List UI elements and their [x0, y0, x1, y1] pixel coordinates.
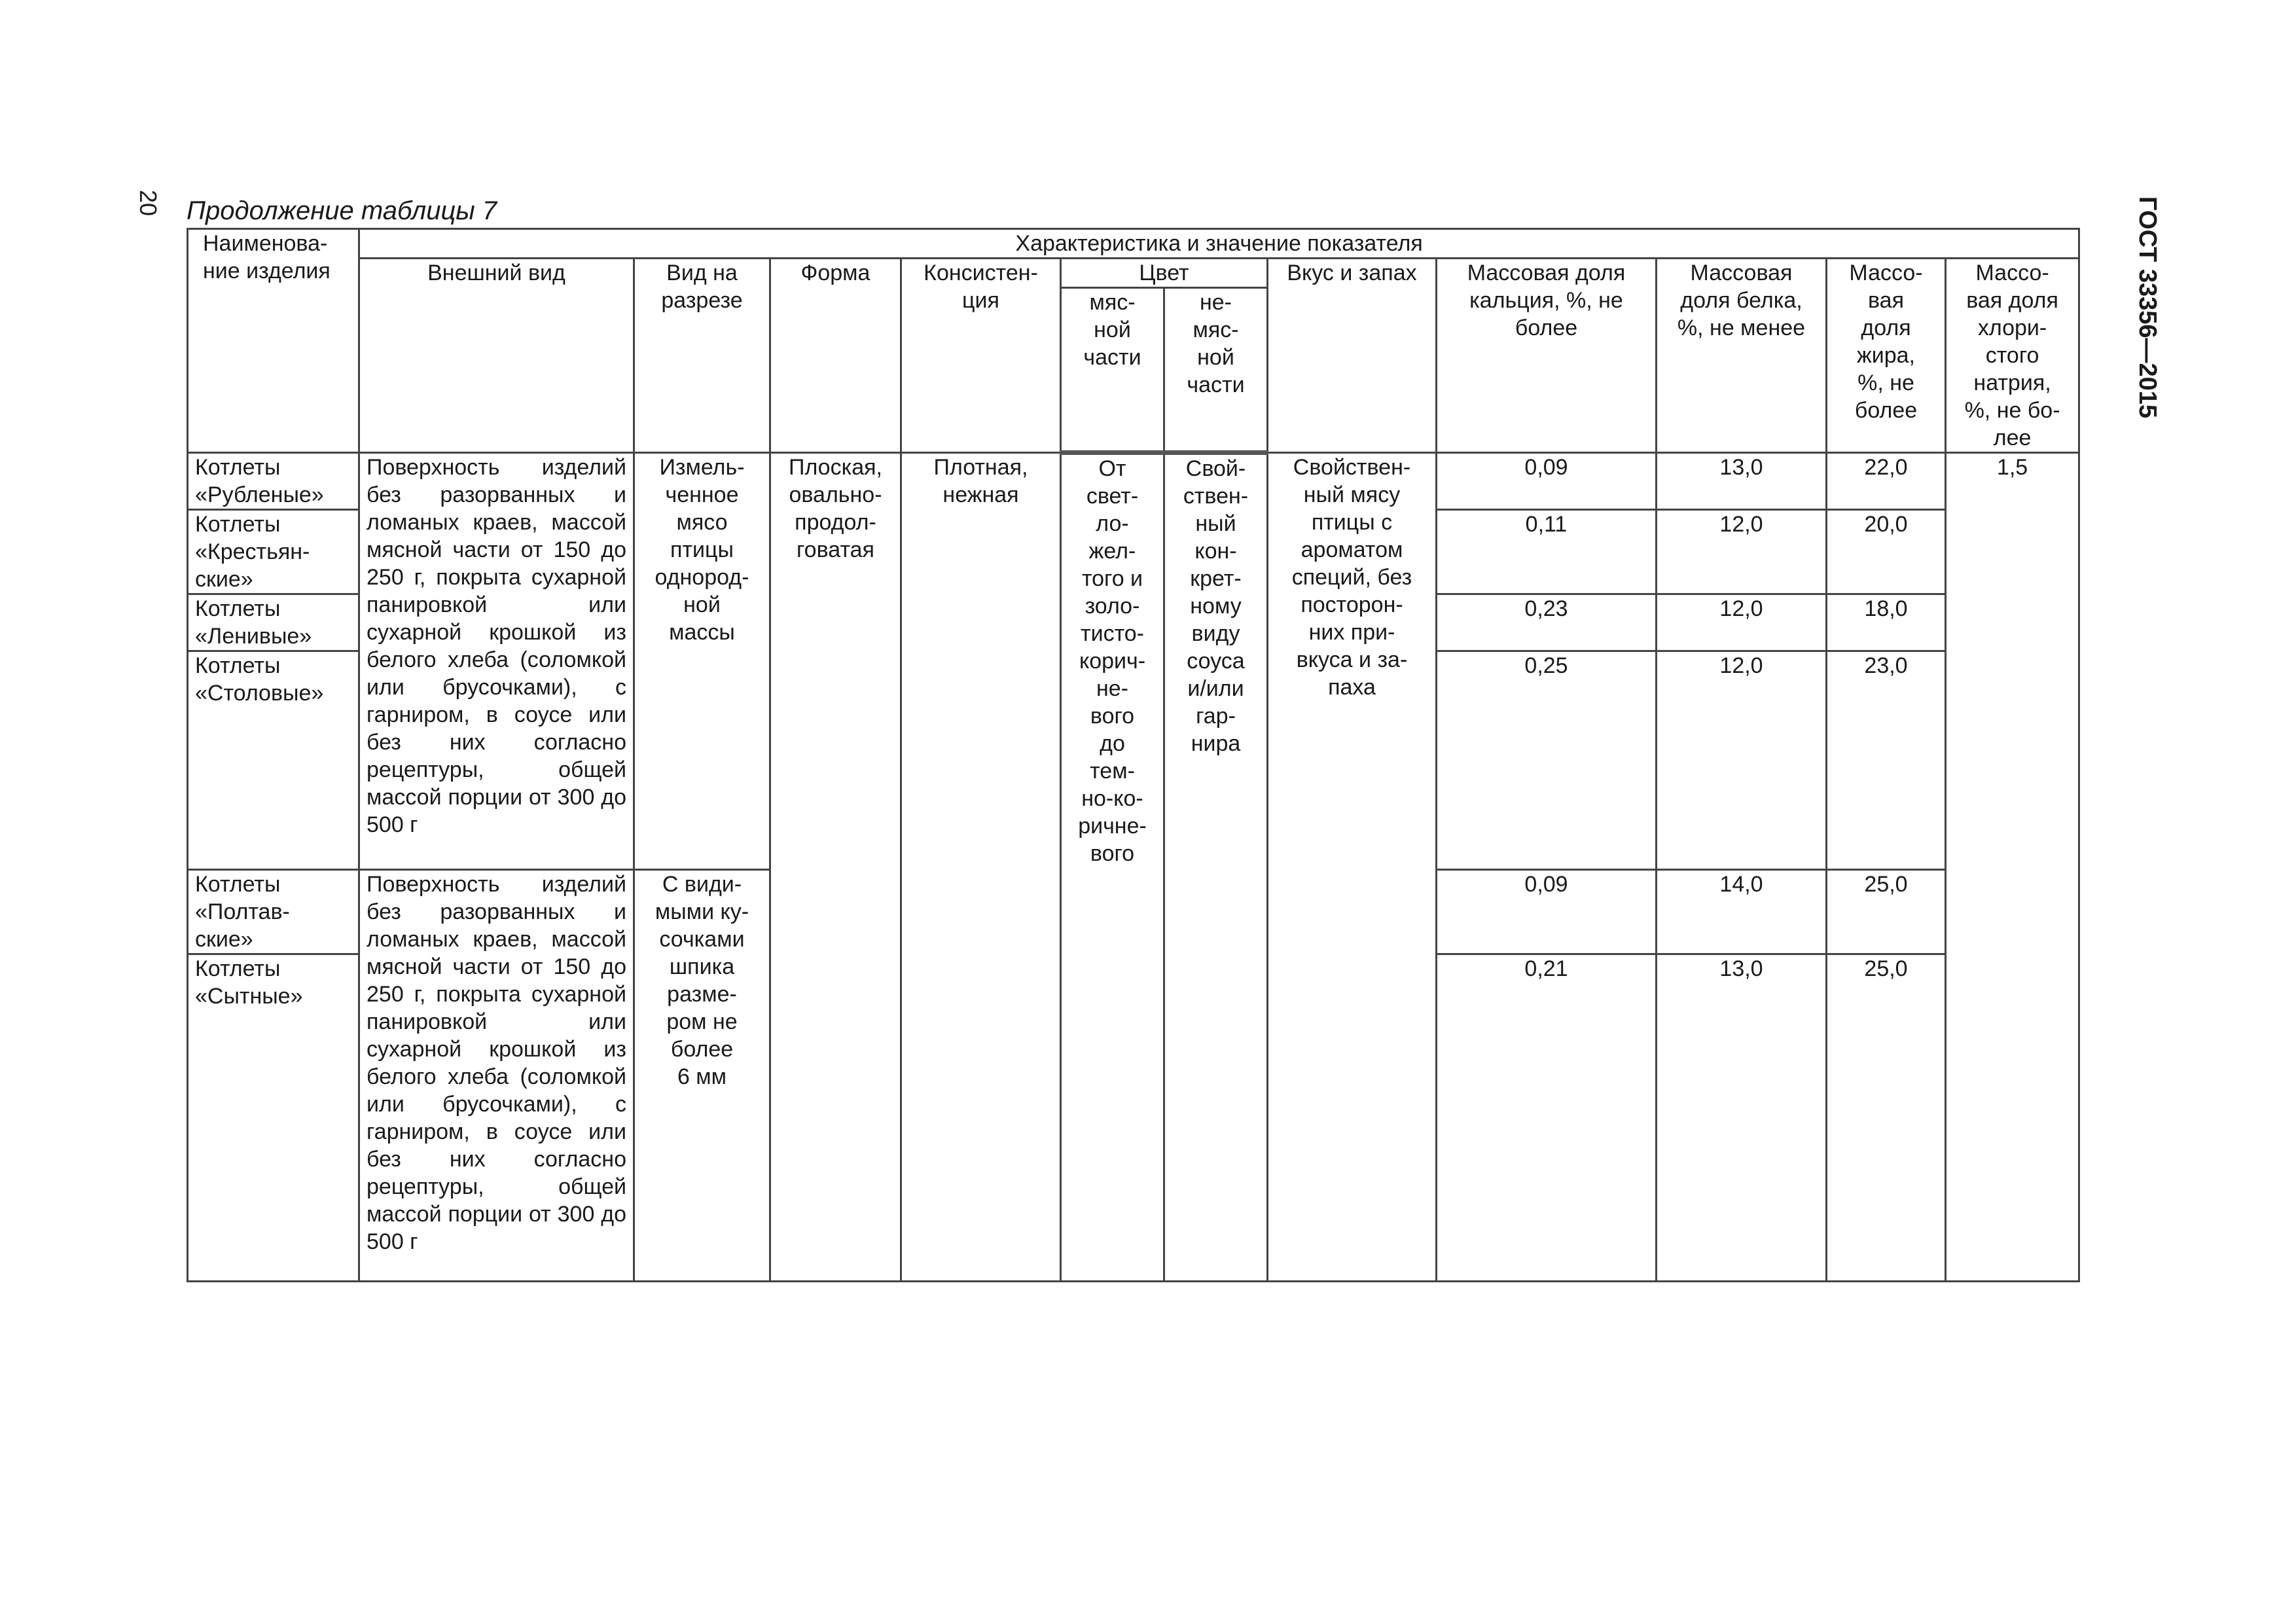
header-protein: Массовая доля белка, %, не менее: [1657, 259, 1827, 453]
row-name: Котлеты «Ленивые»: [188, 594, 359, 651]
header-characteristics: Характеристика и значение показателя: [359, 229, 2079, 259]
document-code: ГОСТ 33356—2015: [2134, 196, 2161, 419]
header-cut-view: Вид на разрезе: [634, 259, 770, 453]
header-color: Цвет: [1061, 259, 1268, 288]
header-fat: Массо- вая доля жира, %, не более: [1827, 259, 1946, 453]
appearance-cell: Поверхность изделий без разорванных и ломаных краев, массой мясной части от 150 до 250 г, покрыта сухарной панировкой или сухарной крошкой из белого хлеба (соломкой или брусочками), с гарниром, в соусе или без них согласно рецептуры, общей массой порции от 300 до 500 г: [359, 870, 634, 1282]
product-table: [187, 228, 2080, 1282]
fat-cell: 25,0: [1827, 954, 1946, 1282]
protein-cell: 14,0: [1657, 870, 1827, 954]
shape-cell: Плоская, овально- продол- говатая: [770, 453, 901, 1282]
protein-cell: 12,0: [1657, 594, 1827, 651]
row-name: Котлеты «Рубленые»: [188, 453, 359, 510]
header-shape: Форма: [770, 259, 901, 453]
color-nonmeat-cell: Свой- ствен- ный кон- крет- ному виду соуса и/или гар- нира: [1164, 453, 1268, 1282]
consistency-cell: Плотная, нежная: [901, 453, 1061, 1282]
fat-cell: 22,0: [1827, 453, 1946, 510]
calcium-cell: 0,25: [1437, 651, 1657, 870]
header-calcium: Массовая доля кальция, %, не более: [1437, 259, 1657, 453]
calcium-cell: 0,23: [1437, 594, 1657, 651]
table-row: [188, 453, 2079, 510]
table-caption: Продолжение таблицы 7: [187, 196, 497, 225]
calcium-cell: 0,11: [1437, 510, 1657, 594]
protein-cell: 13,0: [1657, 954, 1827, 1282]
header-consistency: Консистен- ция: [901, 259, 1061, 453]
row-name: Котлеты «Сытные»: [188, 954, 359, 1282]
fat-cell: 20,0: [1827, 510, 1946, 594]
appearance-cell: Поверхность изделий без разорванных и ломаных краев, массой мясной части от 150 до 250 г, покрыта сухарной панировкой или сухарной крошкой из белого хлеба (соломкой или брусочками), с гарниром, в соусе или без них согласно рецептуры, общей массой порции от 300 до 500 г: [359, 453, 634, 870]
protein-cell: 12,0: [1657, 510, 1827, 594]
protein-cell: 12,0: [1657, 651, 1827, 870]
header-appearance: Внешний вид: [359, 259, 634, 453]
row-name: Котлеты «Столовые»: [188, 651, 359, 870]
row-name: Котлеты «Крестьян- ские»: [188, 510, 359, 594]
calcium-cell: 0,09: [1437, 453, 1657, 510]
header-product-name: Наименова- ние изделия: [188, 229, 359, 453]
header-color-nonmeat: не- мяс- ной части: [1164, 288, 1268, 453]
taste-smell-cell: Свойствен- ный мясу птицы с ароматом специй, без посторон- них при- вкуса и за- паха: [1268, 453, 1437, 1282]
salt-cell: 1,5: [1946, 453, 2079, 1282]
header-taste-smell: Вкус и запах: [1268, 259, 1437, 453]
row-name: Котлеты «Полтав- ские»: [188, 870, 359, 954]
cut-view-cell: Измель- ченное мясо птицы однород- ной массы: [634, 453, 770, 870]
color-meat-cell: От свет- ло- жел- того и золо- тисто- корич- не- вого до тем- но-ко- ричне- вого: [1061, 453, 1164, 1282]
fat-cell: 18,0: [1827, 594, 1946, 651]
calcium-cell: 0,21: [1437, 954, 1657, 1282]
fat-cell: 25,0: [1827, 870, 1946, 954]
calcium-cell: 0,09: [1437, 870, 1657, 954]
header-salt: Массо- вая доля хлори- стого натрия, %, не бо- лее: [1946, 259, 2079, 453]
page-number: 20: [135, 190, 162, 217]
fat-cell: 23,0: [1827, 651, 1946, 870]
header-color-meat: мяс- ной части: [1061, 288, 1164, 453]
protein-cell: 13,0: [1657, 453, 1827, 510]
cut-view-cell: С види- мыми ку- сочками шпика разме- ром не более 6 мм: [634, 870, 770, 1282]
